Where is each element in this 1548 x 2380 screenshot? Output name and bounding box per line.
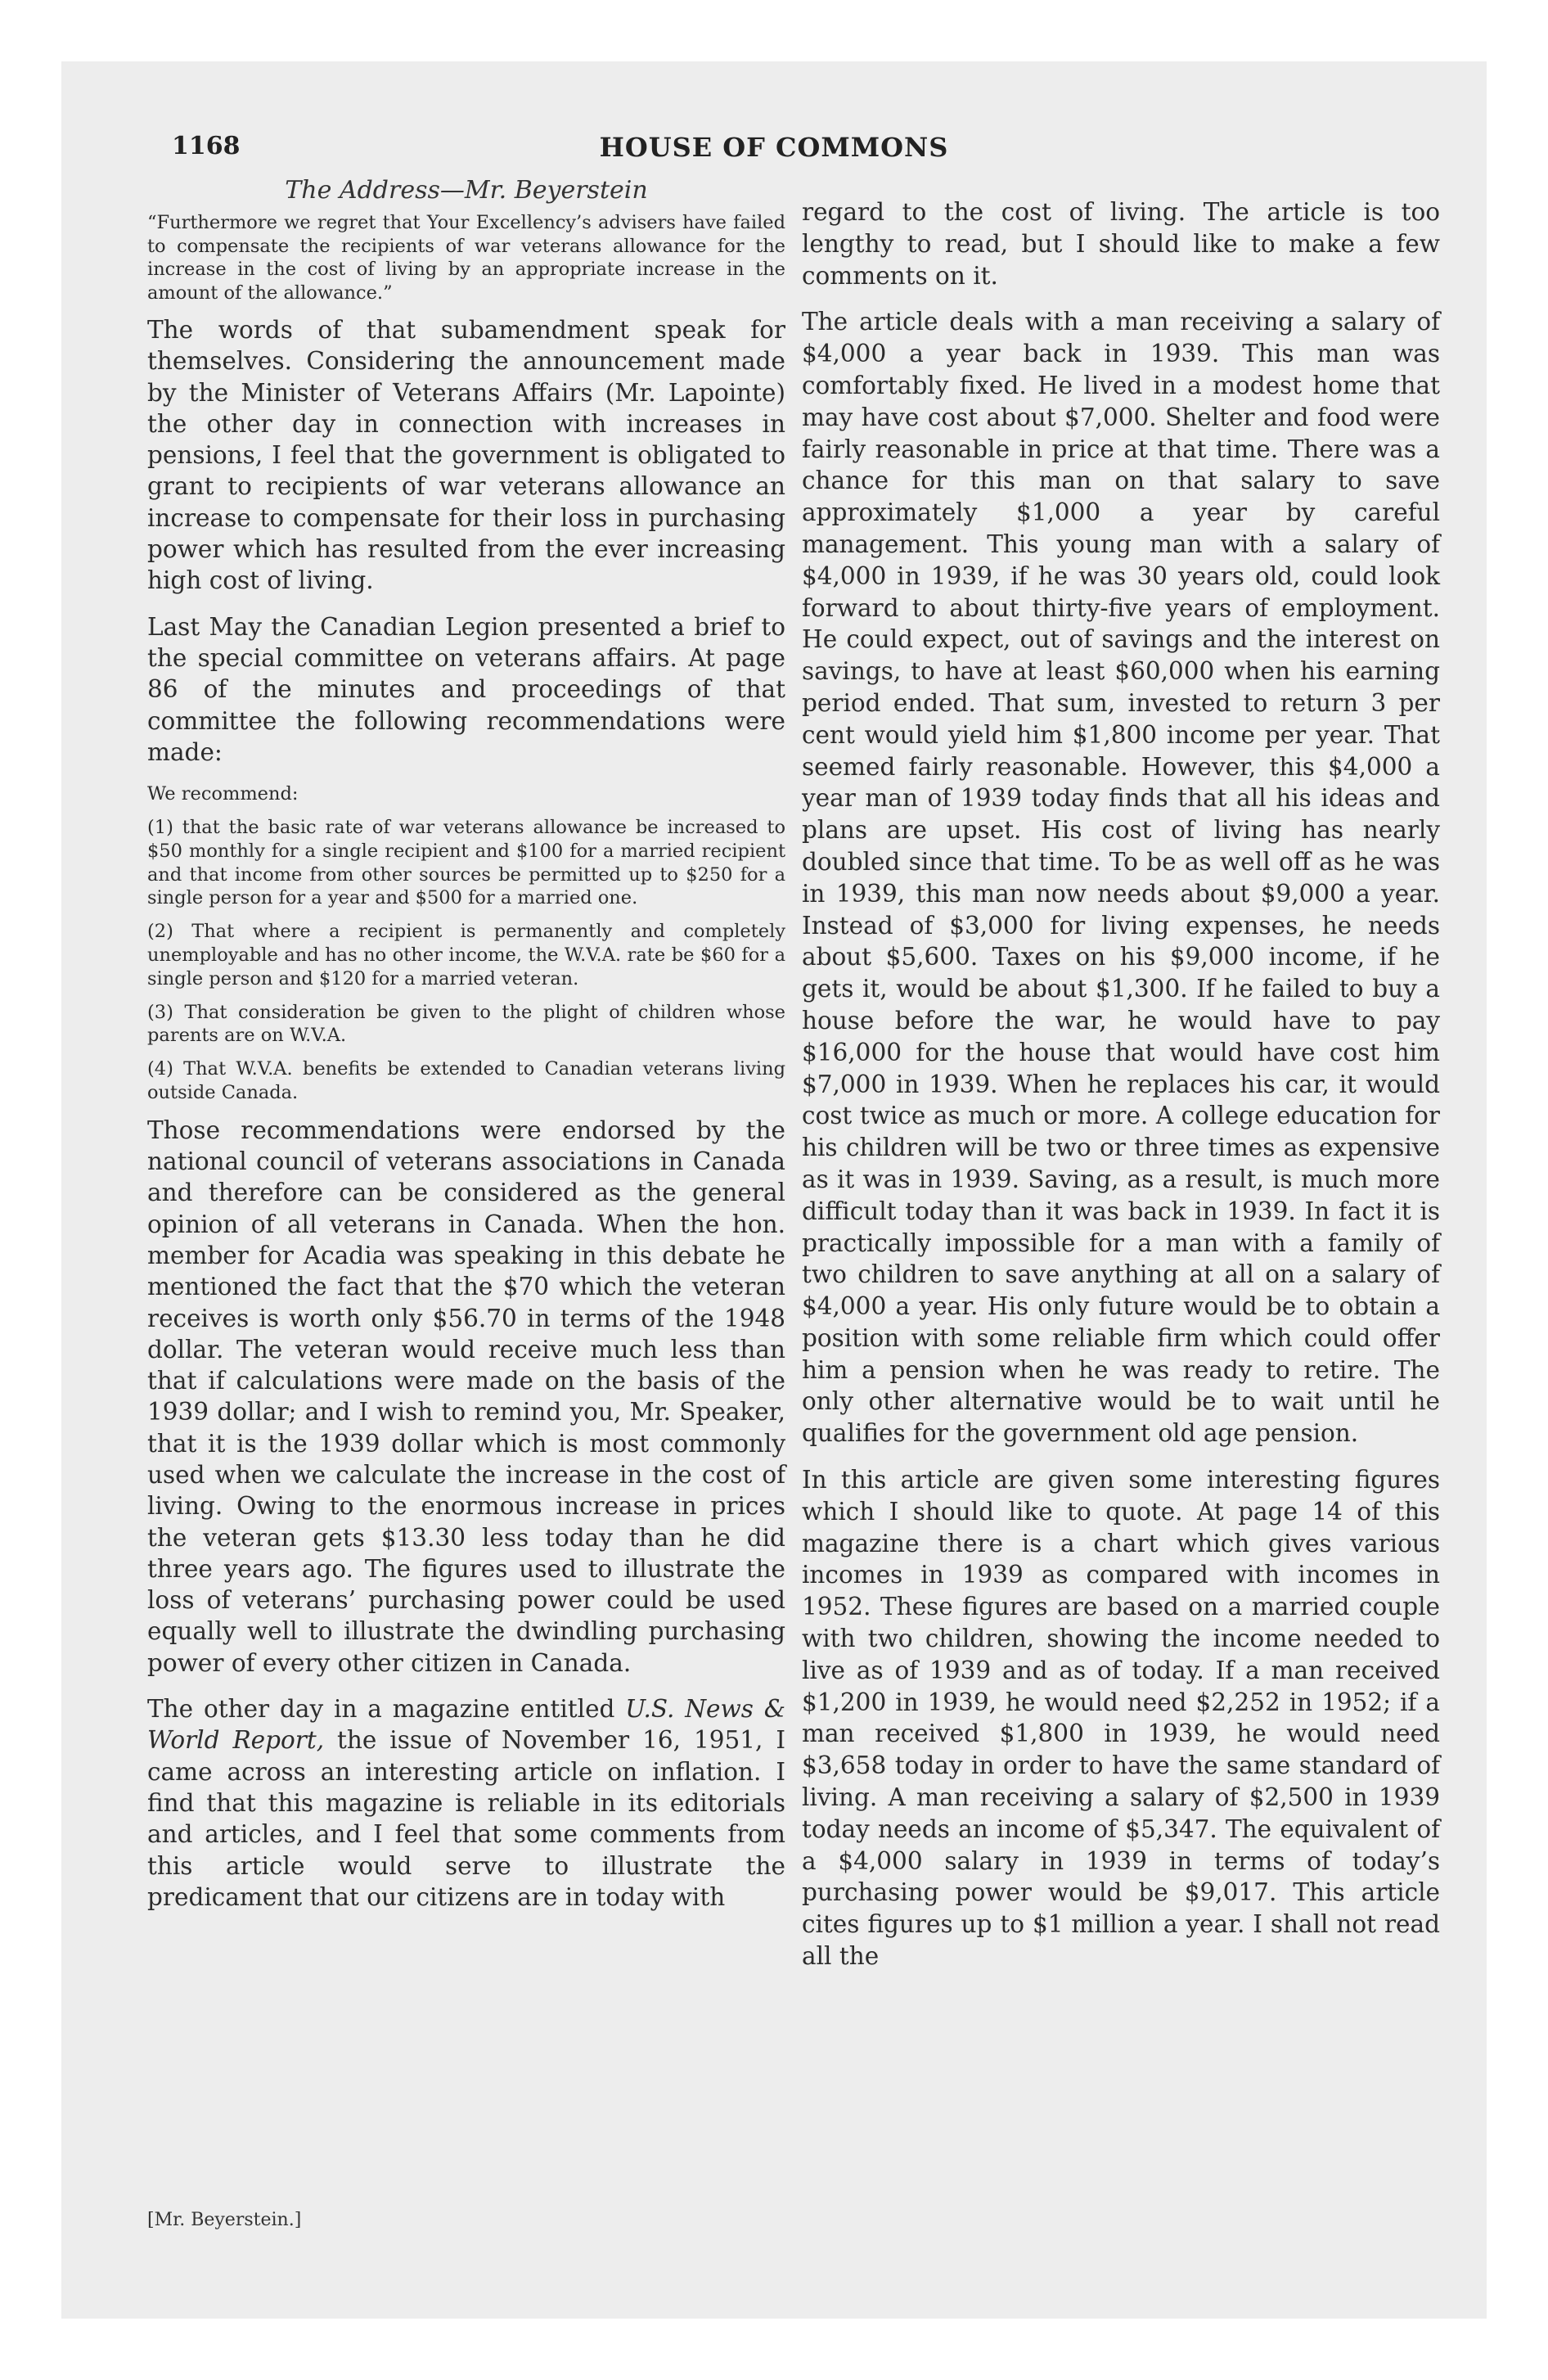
paragraph: The article deals with a man receiving a salary of $4,000 a year back in 1939. This man was comfortably fixed. He lived in a modest home that may have cost about $7,000. Shelter and food were fairly reasonable in price at that time. There was a chance for this man on that salary to save approximately $1,000 a year by careful management. This young man with a salary of $4,000 in 1939, if he was 30 years old, could look forward to about thirty-five years of employment. He could expect, out of savings and the interest on savings, to have at least $60,000 when his earning period ended. That sum, invested to return 3 per cent would yield him $1,800 income per year. That seemed fairly reasonable. However, this $4,000 a year man of 1939 today finds that all his ideas and plans are upset. His cost of living has nearly doubled since that time. To be as well off as he was in 1939, this man now needs about $9,000 a year. Instead of $3,000 for living expenses, he needs about $5,600. Taxes on his $9,000 income, if he gets it, would be about $1,300. If he failed to buy a house before the war, he would have to pay $16,000 for the house that would have cost him $7,000 in 1939. When he replaces his car, it would cost twice as much or more. A college education for his children will be two or three times as expensive as it was in 1939. Saving, as a result, is much more difficult today than it was back in 1939. In fact it is practically impossible for a man with a family of two children to save anything at all on a salary of $4,000 a year. His only future would be to obtain a position with some reliable firm which could offer him a pension when he was ready to retire. The only other alternative would be to wait until he qualifies for the government old age pension.: [802, 308, 1440, 1448]
paragraph-text: The other day in a magazine entitled: [147, 1695, 626, 1724]
recommendations-list: [147, 782, 785, 1105]
magazine-title: U.S. News & World Report,: [147, 1695, 785, 1755]
paragraph: The words of that subamendment speak for themselves. Considering the announcement made by the Minister of Veterans Affairs (Mr. Lapointe) the other day in connection with increases in pensions, I feel that the government is obligated to grant to recipients of war veterans allowance an increase to compensate for their loss in purchasing power which has resulted from the ever increasing high cost of living.: [147, 316, 785, 595]
section-subhead: The Address—Mr. Beyerstein: [285, 176, 648, 205]
paragraph-text: the issue of November 16, 1951, I came across an interesting article on inflation. I find that this magazine is reliable in its editorials and articles, and I feel that some comments from this article would serve to illustrate the predicament that our citizens are in today with: [147, 1726, 785, 1911]
recommendation-item: (4) That W.V.A. benefits be extended to Canadian veterans living outside Canada.: [147, 1058, 785, 1103]
page: [61, 61, 1487, 2319]
paragraph: Last May the Canadian Legion presented a brief to the special committee on veterans affairs. At page 86 of the minutes and proceedings of that committee the following recommendations were made:: [147, 612, 785, 766]
recommendation-item: (3) That consideration be given to the plight of children whose parents are on W.V.A.: [147, 1001, 785, 1047]
speaker-signature: [Mr. Beyerstein.]: [147, 2210, 302, 2230]
recommendation-item: (1) that the basic rate of war veterans allowance be increased to $50 monthly for a single recipient and $100 for a married recipient and that income from other sources be permitted up to $250 for a single person for a year and $500 for a married one.: [147, 816, 785, 909]
paragraph: In this article are given some interesting figures which I should like to quote. At page 14 of this magazine there is a chart which gives various incomes in 1939 as compared with incomes in 1952. These figures are based on a married couple with two children, showing the income needed to live as of 1939 and as of today. If a man received $1,200 in 1939, he would need $2,252 in 1952; if a man received $1,800 in 1939, he would need $3,658 today in order to have the same standard of living. A man receiving a salary of $2,500 in 1939 today needs an income of $5,347. The equivalent of a $4,000 salary in 1939 in terms of today’s purchasing power would be $9,017. This article cites figures up to $1 million a year. I shall not read all the: [802, 1466, 1440, 1971]
running-head: HOUSE OF COMMONS: [599, 132, 949, 163]
recommendation-item: (2) That where a recipient is permanently and completely unemployable and has no other income, the W.V.A. rate be $60 for a single person and $120 for a married veteran.: [147, 921, 785, 989]
subamendment-quote: “Furthermore we regret that Your Excellency’s advisers have failed to compensate the recipients of war veterans allowance for the increase in the cost of living by an appropriate increase in the amount of the allowance.”: [147, 212, 785, 304]
page-number: 1168: [172, 132, 241, 160]
paragraph: Those recommendations were endorsed by the national council of veterans associations in Canada and therefore can be considered as the general opinion of all veterans in Canada. When the hon. member for Acadia was speaking in this debate he mentioned the fact that the $70 which the veteran receives is worth only $56.70 in terms of the 1948 dollar. The veteran would receive much less than that if calculations were made on the basis of the 1939 dollar; and I wish to remind you, Mr. Speaker, that it is the 1939 dollar which is most commonly used when we calculate the increase in the cost of living. Owing to the enormous increase in prices the veteran gets $13.30 less today than he did three years ago. The figures used to illustrate the loss of veterans’ purchasing power could be used equally well to illustrate the dwindling purchasing power of every other citizen in Canada.: [147, 1116, 785, 1677]
paragraph: [147, 1693, 785, 1913]
paragraph: regard to the cost of living. The article is too lengthy to read, but I should like to make a few comments on it.: [802, 198, 1440, 290]
recommendations-intro: We recommend:: [147, 783, 299, 805]
left-column: [147, 176, 785, 1927]
right-column: [802, 196, 1440, 1987]
